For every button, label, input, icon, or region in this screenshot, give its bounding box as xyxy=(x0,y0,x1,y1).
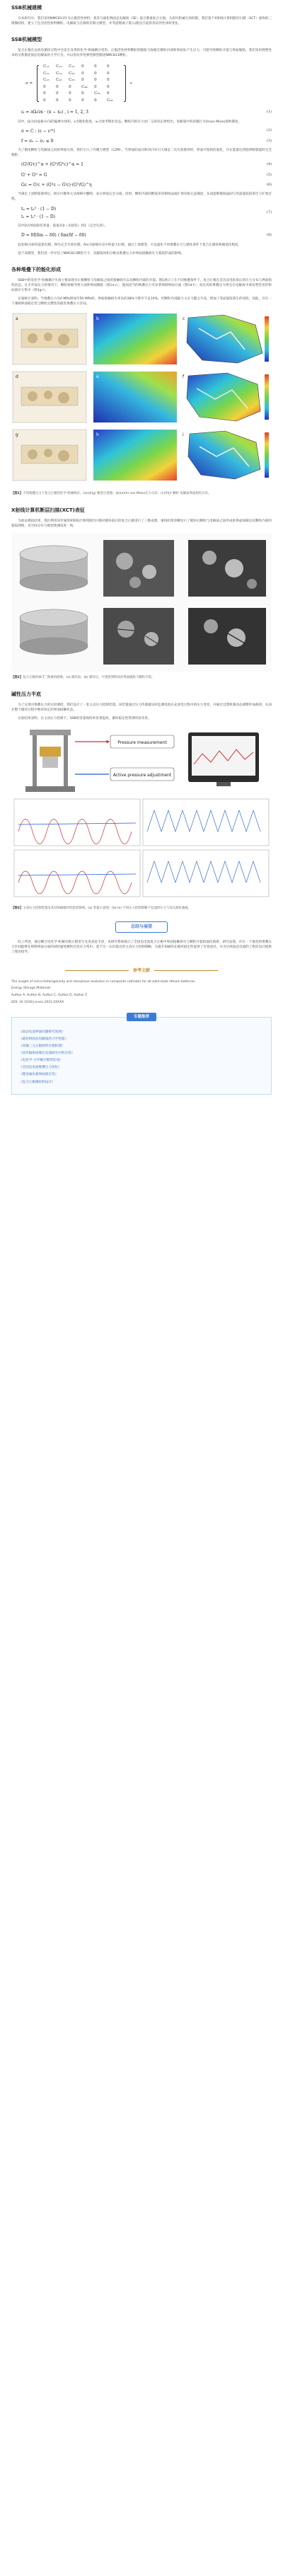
paragraph: 在本研究中，我们采用NMC811作为正极活性材料，将其与硫化物固态电解质（SE）混合制备复合正极。为探究机械失效机制，我们基于X射线计算机断层扫描（XCT）重构的三维微结构，建立了包含活性材料颗粒、电解质与孔隙的有限元模型，并考虑锂离子嵌入/脱出引起的各向异性体积变化。 xyxy=(11,16,272,25)
promo-link[interactable]: 《电化学-力学耦合模型综述》 xyxy=(19,1059,63,1063)
section-title-pressure: 碱性压力半底 xyxy=(11,691,41,697)
figure-2-xct-images xyxy=(11,533,272,672)
pressure-monitor-screen xyxy=(188,732,259,786)
paragraph: 为了描述颗粒与电解质之间的界面失效，我们引入了内聚力模型（CZM）。当界面的法向和切向牵引力满足二次失效准则时，界面开始损伤演化，并在能量达到临界断裂能时完全脱粘： xyxy=(11,149,272,158)
references-header: 参考文献 xyxy=(132,968,150,974)
pressure-measurement-label: Pressure measurement xyxy=(117,740,167,746)
paragraph: 定量统计表明，当堆叠压力从0 MPa增加至50 MPa时，界面接触损失率从约38%下降至不足10%，但颗粒内部最大主应力随之升高，增加了穿晶裂纹萌生的风险。因此，存在一个兼顾界面稳定性与颗粒完整性的最优堆叠压力区间。 xyxy=(11,297,272,306)
svg-text:f: f xyxy=(183,374,185,380)
svg-text:c: c xyxy=(183,316,185,322)
xct-cylinder-after xyxy=(20,609,88,655)
equation-2: σ = C : (ε − εᶜʰ) (2) xyxy=(21,128,272,134)
figure-1-row-a xyxy=(13,314,269,364)
section-title-results: 各种堆叠下的能化形成 xyxy=(11,266,61,272)
reference-title: The insight of micro-heterogeneity and interphase evolution in composite cathodes for all-solid-state lithium batteries xyxy=(11,979,195,984)
svg-text:d: d xyxy=(16,374,18,380)
equation-8: D = δf(δm − δ0) / δm(δf − δ0) (8) xyxy=(21,233,272,238)
paragraph: 为验证模拟结果，我们利用同步辐射X射线计算机断层扫描对循环前后的复合正极进行了三维成像。重构结果清晰显示了循环后颗粒与电解质之间形成的界面间隙以及颗粒内部的裂纹网络，其空间分布与模型预测高度一致。 xyxy=(11,519,272,528)
figure-1-stress-maps xyxy=(11,311,272,488)
paragraph: 基于该模型，我们进一步评估了NMC811颗粒尺寸、电解质体积分数及堆叠压力对界面接触损失与裂纹形成的影响。 xyxy=(18,251,185,255)
epsilon-label: ε xyxy=(130,81,132,86)
paragraph: 其中D为界面损伤变量，取值从0（未损伤）到1（完全失效）。 xyxy=(18,224,108,229)
recommended-topics-title: 专题推荐 xyxy=(127,1013,156,1022)
svg-text:e: e xyxy=(96,374,99,380)
recommended-topics-box xyxy=(11,1014,272,1095)
section-title-ssb-model: SSB机械模型 xyxy=(11,37,42,43)
paragraph: 此处δ0为损伤起始位移，δf为完全失效位移，δm为加载历史中的最大位移。通过上述模型，可以量化不同堆叠压力与循环条件下复合正极的机械退化程度。 xyxy=(18,243,242,247)
equation-4: (Gᴵ/Gᴵc)^α + (Gᴵᴵ/Gᴵᴵc)^α = 1 (4) xyxy=(21,162,272,168)
svg-text:g: g xyxy=(16,432,18,438)
paragraph: 为了实现对堆叠压力的实时调控，我们设计了一套主动压力控制装置。该装置通过压力传感器实时监测电池在充放电过程中的压力变化，并通过反馈机制动态调整外加载荷，从而在整个循环过程中维持恒定的界面接触状态。 xyxy=(11,703,272,712)
pressure-adjustment-label: Active pressure adjustment xyxy=(112,773,172,778)
conclusion-badge: 总结与展望 xyxy=(115,921,168,933)
paragraph: SSB中的电化学-机械耦合失效主要表现为正极颗粒与电解质之间的接触损失以及颗粒内部的开裂。图1展示了在不同堆叠条件下，复合正极在首次充电结束后的应力分布与界面损伤状态。在无外加压力的情况下，颗粒收缩导致大面积界面脱粘（图1a-c）；施加适当的堆叠压力可显著抑制界面分离（图1d-f）；而过高的堆叠压力则会在电解质中诱发塑性变形和局部应力集中（图1g-i）。 xyxy=(11,278,272,292)
article-body xyxy=(0,4,283,1095)
figure-1-row-g xyxy=(13,430,269,481)
figure-3-pressure-control xyxy=(11,725,272,902)
svg-text:h: h xyxy=(96,432,99,438)
promo-link[interactable]: 《同步辐射成像在电池研究中的应用》 xyxy=(19,1052,75,1056)
stiffness-matrix-equation xyxy=(25,64,272,103)
figure-1-row-d xyxy=(13,372,269,422)
figure-2-caption: 【图2】复合正极的XCT三维重构图像。(a) 循环前；(b) 循环后，可观察到明显的界面脱粘与颗粒开裂。 xyxy=(11,676,155,680)
equation-7: tₙ = tₙ⁰ · (1 − D) tₛ = tₛ⁰ · (1 − D) (7) xyxy=(21,206,272,219)
equation-5: Gᴵ + Gᴵᴵ = G (5) xyxy=(21,172,272,178)
paragraph: 综上所述，通过耦合电化学-机械有限元模型与先进表征手段，本研究系统揭示了全固态电池复合正极中界面接触损失与颗粒开裂的演化规律。研究发现，存在一个最优的堆叠压力区间能够在抑制界面分离的同时避免颗粒过度应力集中。基于这一认识提出的主动压力控制策略，为提升SSB的长循环稳定性提供了有效途径，并为后续固态电池的工程化设计提供了理论指导。 xyxy=(11,940,272,955)
paragraph: 复合正极在充放电循环过程中会发生显著的化学-机械耦合变形。正极活性材料颗粒的膨胀与收缩在颗粒内部和界面处产生应力，可能导致颗粒开裂与界面脱粘。我们采用弹塑性本构关系描述固态电解质的力学行为，并以各向异性弹性模型描述NMC811颗粒。 xyxy=(11,48,272,58)
promo-link[interactable]: 《硫化物固态电解质的力学性能》 xyxy=(19,1037,68,1041)
equation-3: f = σₑ − σᵧ ≤ 0 (3) xyxy=(21,138,272,144)
svg-text:i: i xyxy=(183,432,184,438)
paragraph: 当满足上述断裂准则后，相应内聚单元从网格中删除，表示界面完全分离。同时，颗粒内部的断裂采用相场法或扩展有限元法描述，从而能够模拟晶间与穿晶裂纹的萌生与扩展过程。 xyxy=(11,192,272,202)
paragraph: 其中，Ωᵢ为沿晶格方向i的偏摩尔体积，x为锂化程度，x₀为参考锂化状态。颗粒内的应力由广义胡克定律给出，电解质中的屈服行为由von Mises准则描述。 xyxy=(18,120,242,124)
section-title-xct: X射线计算机断层扫描(XCT)表征 xyxy=(11,507,85,513)
promo-link[interactable]: 《锂金属负极界面稳定性》 xyxy=(19,1073,59,1077)
paragraph: 实验结果表明，在主动压力控制下，SSB的容量保持率显著提高，循环稳定性得到明显改善。 xyxy=(18,716,151,720)
section-title-ssb: SSB机械建模 xyxy=(11,5,42,11)
matrix-bracket-left xyxy=(37,65,39,102)
reference-doi[interactable]: DOI: 10.1016/j.ensm.2021.XXXXX xyxy=(11,1000,64,1004)
equation-6: Gc = Gᴵc + (Gᴵᴵc − Gᴵc)·(Gᴵᴵ/G)^η (6) xyxy=(21,182,272,188)
matrix-bracket-right xyxy=(124,65,126,102)
pressure-device-illustration xyxy=(25,730,75,792)
figure-3-caption: 【图3】主动压力控制装置及其对SSB循环性能的影响。(a) 装置示意图；(b)-(e) 不同压力控制策略下电池的压力与电压演化曲线。 xyxy=(11,907,192,911)
reference-journal: Energy Storage Materials xyxy=(11,987,51,991)
figure-1-caption: 【图1】不同堆叠压力下复合正极的化学-机械响应。(a)(d)(g) 模型示意图；(b)(e)(h) von Mises应力分布；(c)(f)(i) 颗粒-电解质界面损伤分布。 xyxy=(11,492,212,496)
sigma-vector-label: σ = xyxy=(25,81,33,86)
promo-link[interactable]: 《固态电池界面问题研究进展》 xyxy=(19,1030,65,1034)
equation-1: εᵢ = ∂Ωᵢ/∂x · (x − x₀) , i = 1, 2, 3 (1) xyxy=(21,109,272,115)
promo-link[interactable]: 《全固态电池堆叠压力优化》 xyxy=(19,1066,62,1070)
xct-cylinder-before xyxy=(20,546,88,591)
pressure-voltage-plots xyxy=(14,799,269,897)
promo-link[interactable]: 《复合正极微结构设计》 xyxy=(19,1080,55,1084)
matrix-grid: C₁₁ C₁₂ C₁₃ 0 0 0 C₁₂ C₂₂ C₂₃ 0 0 0 C₁₃ C₂₃ C₃₃ 0 0 0 0 0 0 C₄₄ 0 0 0 0 0 0 C₅₅ 0 0 0 0 0 0 C₆₆ xyxy=(43,64,113,103)
svg-text:b: b xyxy=(96,316,99,322)
reference-authors: Author A, Author B, Author C, Author D, Author E xyxy=(11,994,88,998)
promo-link[interactable]: 《高镍三元正极材料开裂机理》 xyxy=(19,1045,65,1049)
svg-text:a: a xyxy=(16,316,18,322)
